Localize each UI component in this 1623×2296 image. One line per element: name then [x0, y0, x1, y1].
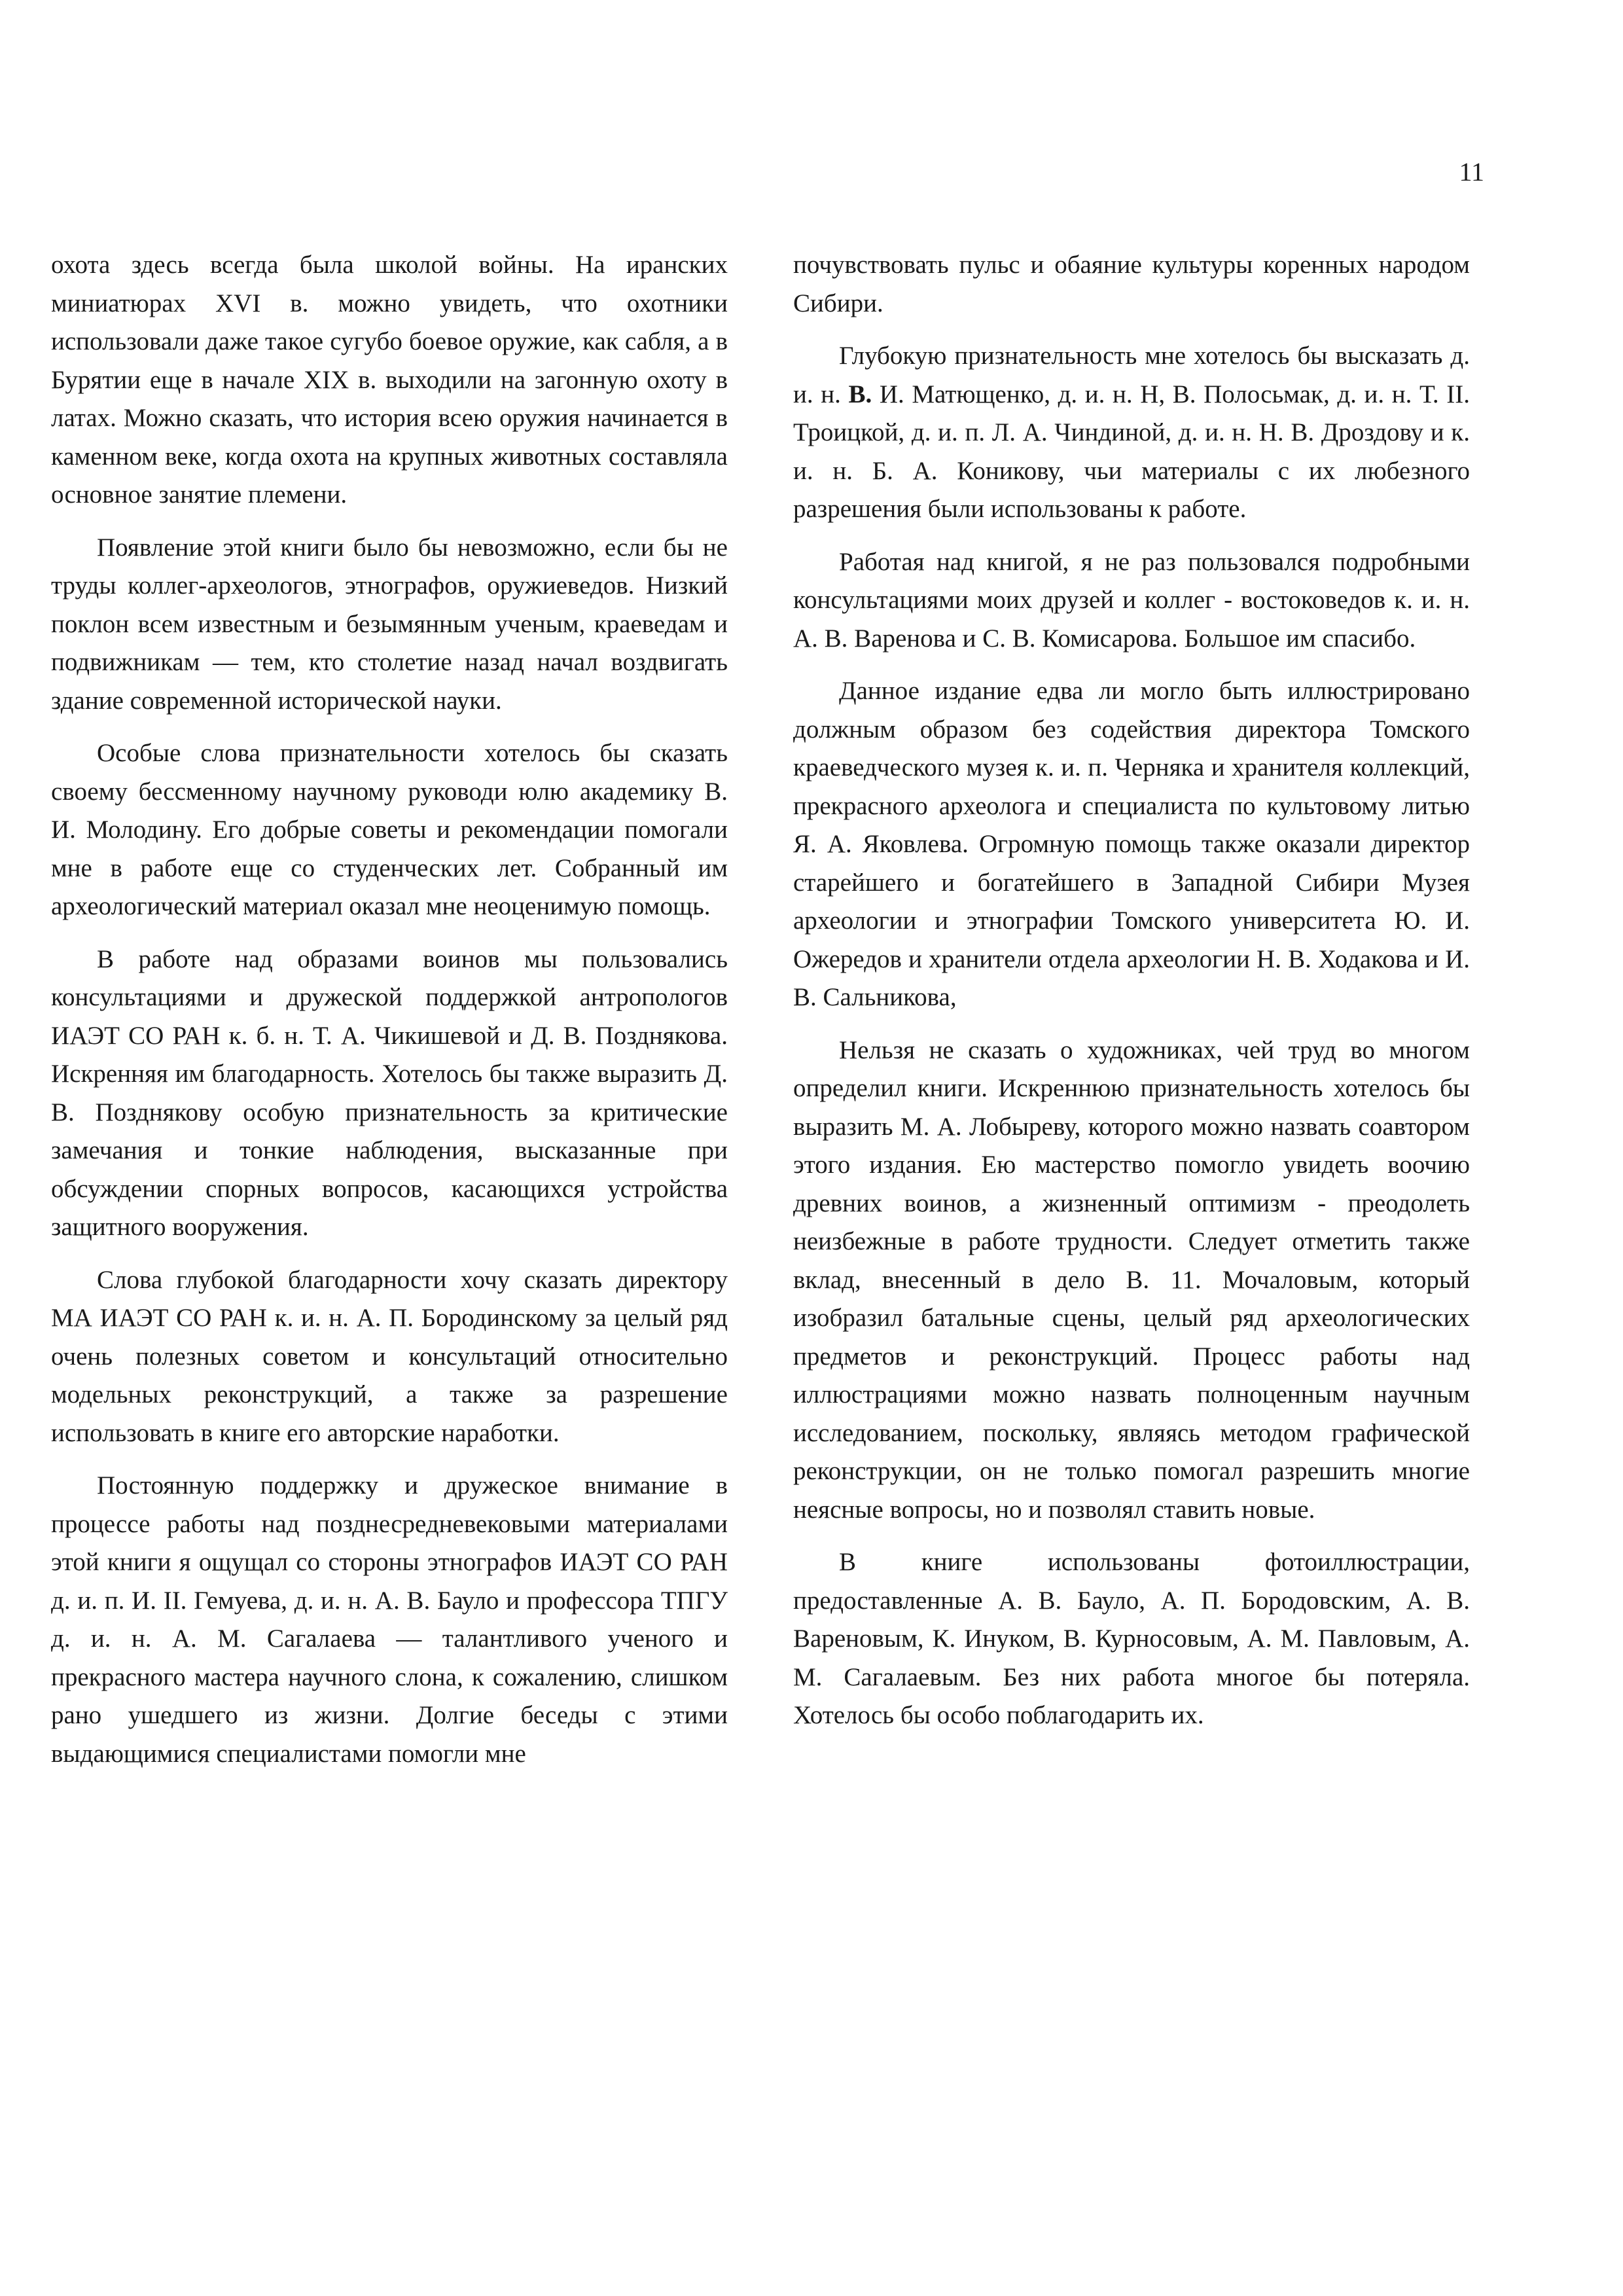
- left-column: [51, 246, 728, 1787]
- bold-initial: В.: [848, 380, 872, 408]
- paragraph: Слова глубокой благодарности хочу сказать директору МА ИАЭТ СО РАН к. и. н. А. П. Бородинскому за целый ряд очень полезных советом и консультаций относительно модельных реконструкций, а также за разрешение использовать в книге его авторские наработки.: [51, 1265, 728, 1447]
- paragraph: В работе над образами воинов мы пользовались консультациями и дружеской поддержкой антропологов ИАЭТ СО РАН к. б. н. Т. А. Чикишевой и Д. В. Позднякова. Искренняя им благодарность. Хотелось бы также выразить Д. В. Позднякову особую признательность за критические замечания и тонкие наблюдения, высказанные при обсуждении спорных вопросов, касающихся устройства защитного вооружения.: [51, 944, 728, 1241]
- paragraph: Особые слова признательности хотелось бы сказать своему бессменному научному руководи юлю академику В. И. Молодину. Его добрые советы и рекомендации помогали мне в работе еще со студенческих лет. Собранный им археологический материал оказал мне неоценимую помощь.: [51, 739, 728, 920]
- paragraph: Появление этой книги было бы невозможно, если бы не труды коллег-археологов, этнографов, оружиеведов. Низкий поклон всем известным и безымянным ученым, краеведам и подвижникам — тем, кто столетие назад начал воздвигать здание современной исторической науки.: [51, 533, 728, 715]
- paragraph: Постоянную поддержку и дружеское внимание в процессе работы над позднесредневековыми материалами этой книги я ощущал со стороны этнографов ИАЭТ СО РАН д. и. п. И. II. Гемуева, д. и. н. А. В. Бауло и профессора ТПГУ д. и. н. А. М. Сагалаева — талантливого ученого и прекрасного мастера научного слона, к сожалению, слишком рано ушедшего из жизни. Долгие беседы с этими выдающимися специалистами помогли мне: [51, 1471, 728, 1768]
- paragraph: Нельзя не сказать о художниках, чей труд во многом определил книги. Искреннюю признательность хотелось бы выразить М. А. Лобыреву, которого можно назвать соавтором этого издания. Ею мастерство помогло увидеть воочию древних воинов, а жизненный оптимизм - преодолеть неизбежные в работе трудности. Следует отметить также вклад, внесенный в дело В. 11. Мочаловым, который изобразил батальные сцены, целый ряд археологических предметов и реконструкций. Процесс работы над иллюстрациями можно назвать полноценным научным исследованием, поскольку, являясь методом графической реконструкции, он не только помогал разрешить многие неясные вопросы, но и позволял ставить новые.: [793, 1035, 1470, 1524]
- paragraph: почувствовать пульс и обаяние культуры коренных народом Сибири.: [793, 251, 1470, 317]
- paragraph: В книге использованы фотоиллюстрации, предоставленные А. В. Бауло, А. П. Бородовским, А. В. Вареновым, К. Инуком, В. Курносовым, А. М. Павловым, А. М. Сагалаевым. Без них работа многое бы потеряла. Хотелось бы особо поблагодарить их.: [793, 1548, 1470, 1729]
- page-number: 11: [1459, 157, 1484, 187]
- paragraph: Работая над книгой, я не раз пользовался подробными консультациями моих друзей и коллег - востоковедов к. и. н. А. В. Варенова и С. В. Комисарова. Большое им спасибо.: [793, 547, 1470, 653]
- paragraph: охота здесь всегда была школой войны. На иранских миниатюрах XVI в. можно увидеть, что охотники использовали даже такое сугубо боевое оружие, как сабля, а в Бурятии еще в начале XIX в. выходили на загонную охоту в латах. Можно сказать, что история всею оружия начинается в каменном веке, когда охота на крупных животных составляла основное занятие племени.: [51, 251, 728, 509]
- paragraph-text: И. Матющенко, д. и. н. Н, В. Полосьмак, д. и. н. Т. II. Троицкой, д. и. п. Л. А. Чиндиной, д. и. н. Н. В. Дроздову и к. и. н. Б. А. Коникову, чьи материалы с их любезного разрешения были использованы к работе.: [793, 380, 1470, 523]
- right-column: [793, 246, 1470, 1749]
- paragraph-text: Глубокую признательность мне хотелось бы высказать д. и. н.: [793, 342, 1470, 408]
- paragraph: Данное издание едва ли могло быть иллюстрировано должным образом без содействия директора Томского краеведческого музея к. и. п. Черняка и хранителя коллекций, прекрасного археолога и специалиста по культовому литью Я. А. Яковлева. Огромную помощь также оказали директор старейшего и богатейшего в Западной Сибири Музея археологии и этнографии Томского университета Ю. И. Ожередов и хранители отдела археологии Н. В. Ходакова и И. В. Сальникова,: [793, 677, 1470, 1011]
- paragraph: [793, 337, 1470, 529]
